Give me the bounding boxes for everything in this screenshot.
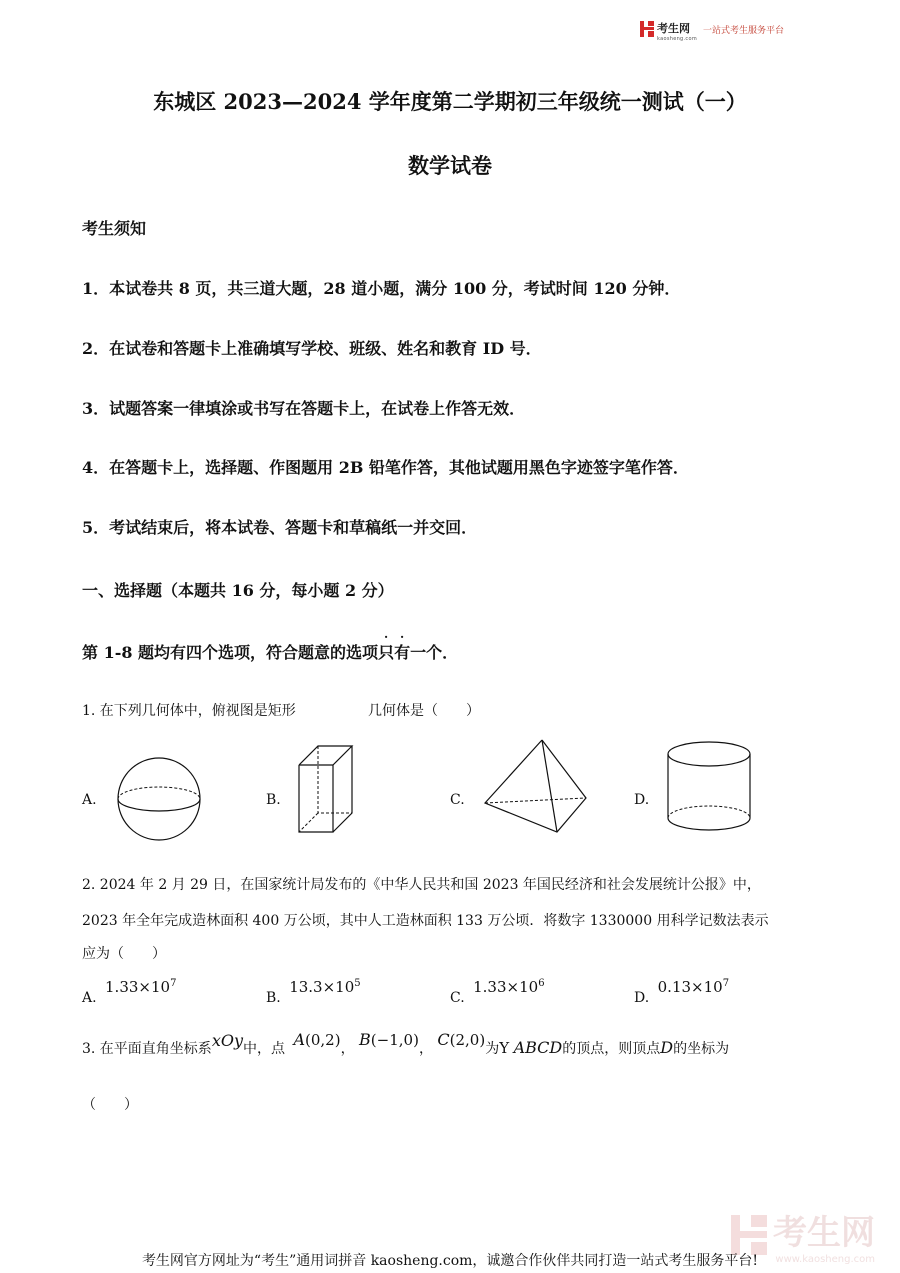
- instruction-dotted-1: 只: [378, 643, 395, 662]
- q3-quadrilateral: ABCD: [513, 1038, 563, 1057]
- q2-option-c-label: C.: [450, 990, 465, 1006]
- q1-stem-b: 几何体是（ ）: [368, 703, 480, 719]
- logo-sub: kaosheng.com: [657, 35, 697, 42]
- q1-option-c-label: C.: [450, 792, 465, 808]
- q3-point-c: C: [437, 1030, 450, 1049]
- q2-option-c-base: 1.33×10: [473, 978, 539, 996]
- notice-item: 5．考试结束后，将本试卷、答题卡和草稿纸一并交回．: [82, 518, 478, 537]
- instruction-pre: 第 1-8 题均有四个选项，符合题意的选项: [82, 643, 379, 662]
- q3-sep-1: ，: [340, 1041, 355, 1057]
- instruction-dotted-2: 有: [394, 643, 411, 662]
- tetrahedron-figure: [482, 736, 590, 836]
- q3-point-c-coord: (2,0): [449, 1031, 486, 1049]
- notice-item: 4．在答题卡上，选择题、作图题用 2B 铅笔作答，其他试题用黑色字迹签字笔作答．: [82, 458, 689, 477]
- q2-line1: 2. 2024 年 2 月 29 日，在国家统计局发布的《中华人民共和国 2023 年国民经济和社会发展统计公报》中，: [82, 877, 761, 893]
- logo-text: 考生网: [657, 21, 690, 35]
- q3-wei: 为: [485, 1041, 500, 1057]
- q2-option-a-base: 1.33×10: [105, 978, 171, 996]
- q3-coordinate-system: xOy: [211, 1031, 243, 1050]
- q3-parallelogram-symbol: Y: [499, 1039, 510, 1057]
- watermark-sub: www.kaosheng.com: [775, 1254, 875, 1265]
- q3-point-d: D: [660, 1038, 674, 1057]
- q2-option-b-base: 13.3×10: [289, 978, 355, 996]
- page-title: 东城区 2023—2024 学年度第二学期初三年级统一测试（一）: [153, 89, 747, 114]
- notice-item: 2．在试卷和答题卡上准确填写学校、班级、姓名和教育 ID 号．: [82, 339, 542, 358]
- q3-point-a-coord: (0,2): [305, 1031, 341, 1049]
- header-slogan: 一站式考生服务平台: [703, 25, 785, 36]
- q3-stem: [82, 1030, 730, 1058]
- instruction: [82, 640, 458, 663]
- sphere-figure: [112, 752, 206, 846]
- q2-line3: 应为（ ）: [82, 946, 166, 962]
- q2-line2: 2023 年全年完成造林面积 400 万公顷，其中人工造林面积 133 万公顷．将数字 1330000 用科学记数法表示: [82, 913, 769, 929]
- q1-option-d-label: D.: [634, 792, 650, 808]
- q1-stem-a: 1. 在下列几何体中，俯视图是矩形: [82, 703, 296, 719]
- q3-tail2: 的坐标为: [673, 1041, 730, 1057]
- cylinder-figure: [664, 738, 754, 836]
- watermark-logo-icon: [731, 1215, 767, 1255]
- q3-point-b-coord: (−1,0): [370, 1031, 419, 1049]
- q3-point-b: B: [359, 1030, 371, 1049]
- page-subtitle: 数学试卷: [408, 153, 492, 178]
- q2-option-c-exp: 6: [538, 978, 545, 989]
- q2-option-d-exp: 7: [722, 978, 730, 989]
- watermark-text: 考生网: [773, 1213, 875, 1253]
- notice-heading: 考生须知: [82, 219, 147, 238]
- notice-item: 1．本试卷共 8 页，共三道大题，28 道小题，满分 100 分，考试时间 120 分钟．: [82, 279, 681, 298]
- q2-option-b-label: B.: [266, 990, 281, 1006]
- instruction-post: 一个．: [410, 643, 459, 662]
- q3-tail1: 的顶点，则顶点: [562, 1041, 661, 1057]
- q1-option-a-label: A.: [82, 792, 97, 808]
- q1-option-b-label: B.: [266, 792, 281, 808]
- cuboid-figure: [296, 742, 358, 838]
- q3-prefix: 3. 在平面直角坐标系: [82, 1041, 212, 1057]
- q3-mid: 中，点: [243, 1041, 285, 1057]
- q2-option-d-base: 0.13×10: [657, 978, 723, 996]
- q3-point-a: A: [293, 1030, 306, 1049]
- q3-sep-2: ，: [418, 1041, 433, 1057]
- q2-option-d-label: D.: [634, 990, 650, 1006]
- header-logo: [640, 18, 784, 40]
- footer-text: 考生网官方网址为“考生”通用词拼音 kaosheng.com，诚邀合作伙伴共同打造一站式考生服务平台!: [141, 1253, 759, 1269]
- q2-option-a-label: A.: [82, 990, 97, 1006]
- section-heading: 一、选择题（本题共 16 分，每小题 2 分）: [82, 581, 394, 600]
- notice-item: 3．试题答案一律填涂或书写在答题卡上，在试卷上作答无效．: [82, 399, 526, 418]
- q2-option-a-exp: 7: [170, 978, 177, 989]
- q3-answer-paren: （ ）: [82, 1097, 138, 1113]
- q2-option-b-exp: 5: [354, 978, 361, 989]
- kaosheng-logo-icon: [640, 21, 654, 37]
